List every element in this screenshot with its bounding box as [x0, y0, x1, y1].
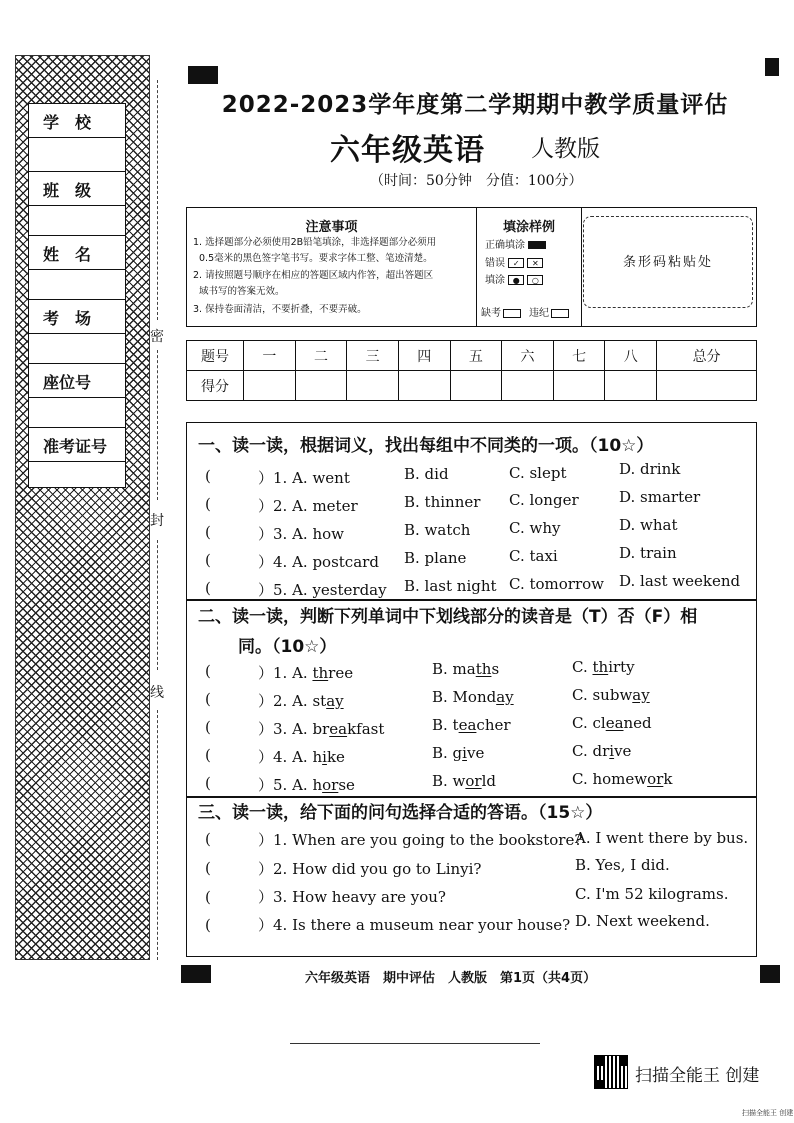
option-a: ）1. A. three — [258, 664, 354, 682]
row-label: 得分 — [187, 371, 244, 401]
name-label-row — [29, 236, 125, 270]
school-field[interactable] — [29, 138, 125, 172]
student-info-box — [28, 103, 126, 488]
question-text: ）1. When are you going to the bookstore? — [258, 831, 583, 849]
row-label: 题号 — [187, 341, 244, 371]
answer-paren[interactable]: ( — [205, 916, 211, 934]
notice-item: 3. 保持卷面清洁，不要折叠，不要弄破。 — [193, 304, 367, 315]
name-label: 姓 名 — [43, 245, 92, 264]
option-a: ）3. A. breakfast — [258, 720, 385, 738]
seal-mark: 线 — [150, 682, 164, 702]
barcode-area — [583, 216, 753, 308]
wrong-fill-label: 填涂 ● ○ — [485, 271, 543, 286]
column-header: 总分 — [657, 341, 757, 371]
section-2-heading: 二、读一读，判断下列单词中下划线部分的读音是（T）否（F）相 — [198, 607, 698, 627]
notice-item: 域书写的答案无效。 — [199, 286, 285, 297]
seat-field[interactable] — [29, 398, 125, 428]
exam-info: （时间：50分钟 分值：100分） — [370, 173, 583, 189]
answer-paren[interactable]: ( — [205, 859, 211, 877]
option-c: C. cleaned — [572, 714, 652, 732]
subject-title: 六年级英语 — [330, 133, 485, 168]
notice-instructions — [187, 208, 477, 326]
correct-label: 正确填涂 — [485, 236, 546, 251]
exam-title: 2022-2023学年度第二学期期中教学质量评估 — [221, 92, 729, 118]
notice-title: 注意事项 — [305, 220, 358, 235]
name-field[interactable] — [29, 270, 125, 300]
option-a: ）5. A. horse — [258, 776, 355, 794]
option-a: ）2. A. stay — [258, 692, 344, 710]
sample-title: 填涂样例 — [502, 220, 555, 235]
option-b: B. watch — [404, 521, 471, 539]
class-field[interactable] — [29, 206, 125, 236]
circle-box-icon: ○ — [527, 275, 543, 285]
option-b: B. did — [404, 465, 449, 483]
column-header: 六 — [502, 341, 554, 371]
question-stem: ）1. A. went — [258, 469, 350, 487]
class-label-row — [29, 172, 125, 206]
filled-box-icon — [528, 241, 546, 249]
answer-paren[interactable]: ( — [205, 467, 211, 485]
room-label-row — [29, 300, 125, 334]
answer-paren[interactable]: ( — [205, 830, 211, 848]
option-c: C. subway — [572, 686, 650, 704]
barcode-label: 条形码粘贴处 — [622, 255, 713, 270]
question-number-row — [187, 341, 757, 371]
edition-title: 人教版 — [531, 136, 600, 162]
question-text: ）2. How did you go to Linyi? — [258, 860, 482, 878]
answer-paren[interactable]: ( — [205, 579, 211, 597]
score-cell[interactable] — [657, 371, 757, 401]
school-label-row — [29, 104, 125, 138]
option-d: D. train — [619, 544, 677, 562]
cross-box-icon: ✕ — [527, 258, 543, 268]
option-d: D. last weekend — [619, 572, 741, 590]
score-cell[interactable] — [244, 371, 296, 401]
score-cell[interactable] — [398, 371, 450, 401]
wrong-label: 错误 ✓ ✕ — [485, 254, 543, 269]
footer-divider — [290, 1043, 540, 1044]
answer-paren[interactable]: ( — [205, 662, 211, 680]
option-c: C. drive — [572, 742, 632, 760]
option-c: C. taxi — [509, 547, 558, 565]
option-b: B. Monday — [432, 688, 514, 706]
option-b: B. world — [432, 772, 497, 790]
exam-id-label: 准考证号 — [43, 437, 108, 456]
fill-sample — [477, 208, 582, 326]
question-stem: ）2. A. meter — [258, 497, 358, 515]
score-table — [186, 340, 757, 401]
answer-paren[interactable]: ( — [205, 495, 211, 513]
seal-mark: 密 — [150, 326, 164, 346]
seat-label-row — [29, 364, 125, 398]
option-b: B. plane — [404, 549, 467, 567]
seal-line — [157, 540, 158, 670]
column-header: 一 — [244, 341, 296, 371]
answer-option: C. I'm 52 kilograms. — [575, 885, 729, 903]
question-stem: ）5. A. yesterday — [258, 581, 387, 599]
seal-line — [157, 80, 158, 320]
seat-label: 座位号 — [43, 373, 92, 392]
notice-item: 2. 请按照题号顺序在相应的答题区域内作答，超出答题区 — [193, 270, 434, 281]
option-c: C. thirty — [572, 658, 635, 676]
score-cell[interactable] — [502, 371, 554, 401]
question-text: ）4. Is there a museum near your house? — [258, 916, 571, 934]
school-label: 学 校 — [43, 113, 92, 132]
score-cell[interactable] — [347, 371, 399, 401]
option-b: B. thinner — [404, 493, 481, 511]
column-header: 二 — [295, 341, 347, 371]
option-d: D. what — [619, 516, 678, 534]
answer-paren[interactable]: ( — [205, 746, 211, 764]
check-box-icon: ✓ — [508, 258, 524, 268]
answer-paren[interactable]: ( — [205, 774, 211, 792]
option-d: D. drink — [619, 460, 681, 478]
option-b: B. maths — [432, 660, 500, 678]
score-cell[interactable] — [605, 371, 657, 401]
absent-box[interactable] — [503, 309, 521, 318]
exam-id-label-row — [29, 428, 125, 462]
column-header: 四 — [398, 341, 450, 371]
scanner-brand: 扫描全能王 创建 — [635, 1066, 760, 1086]
answer-paren[interactable]: ( — [205, 690, 211, 708]
answer-option: B. Yes, I did. — [575, 856, 670, 874]
violation-box[interactable] — [551, 309, 569, 318]
option-d: D. smarter — [619, 488, 701, 506]
section-2-heading-cont: 同。（10☆） — [238, 637, 337, 657]
page-footer: 六年级英语 期中评估 人教版 第1页（共4页） — [305, 971, 597, 986]
absent-violation: 缺考 违纪 — [481, 304, 569, 319]
section-3-heading: 三、读一读，给下面的问句选择合适的答语。（15☆） — [198, 803, 603, 823]
corner-mark-bottom-left — [181, 965, 211, 983]
notice-item: 0.5毫米的黑色签字笔书写。要求字体工整、笔迹清楚。 — [199, 253, 433, 264]
corner-mark-top-left — [188, 66, 218, 84]
score-cell[interactable] — [450, 371, 502, 401]
score-row — [187, 371, 757, 401]
seal-mark: 封 — [150, 510, 164, 530]
answer-paren[interactable]: ( — [205, 718, 211, 736]
answer-paren[interactable]: ( — [205, 888, 211, 906]
section-1-heading: 一、读一读，根据词义，找出每组中不同类的一项。（10☆） — [198, 436, 654, 456]
corner-mark-top-right — [765, 58, 779, 76]
answer-option: A. I went there by bus. — [575, 829, 749, 847]
seal-line — [157, 350, 158, 500]
question-text: ）3. How heavy are you? — [258, 888, 446, 906]
notice-box — [186, 207, 757, 327]
column-header: 八 — [605, 341, 657, 371]
option-b: B. give — [432, 744, 485, 762]
option-c: C. homework — [572, 770, 673, 788]
class-label: 班 级 — [43, 181, 92, 200]
room-label: 考 场 — [43, 309, 92, 328]
score-cell[interactable] — [295, 371, 347, 401]
answer-paren[interactable]: ( — [205, 523, 211, 541]
answer-paren[interactable]: ( — [205, 551, 211, 569]
option-b: B. last night — [404, 577, 497, 595]
option-c: C. longer — [509, 491, 579, 509]
option-a: ）4. A. hike — [258, 748, 345, 766]
scanner-brand-small: 扫描全能王 创建 — [742, 1109, 794, 1117]
qr-code-icon — [594, 1055, 628, 1089]
option-c: C. slept — [509, 464, 567, 482]
option-b: B. teacher — [432, 716, 511, 734]
option-c: C. tomorrow — [509, 575, 605, 593]
answer-option: D. Next weekend. — [575, 912, 710, 930]
score-cell[interactable] — [553, 371, 605, 401]
option-c: C. why — [509, 519, 561, 537]
column-header: 七 — [553, 341, 605, 371]
column-header: 五 — [450, 341, 502, 371]
notice-item: 1. 选择题部分必须使用2B铅笔填涂，非选择题部分必须用 — [193, 237, 437, 248]
seal-line — [157, 710, 158, 960]
question-stem: ）3. A. how — [258, 525, 344, 543]
question-stem: ）4. A. postcard — [258, 553, 379, 571]
dot-box-icon: ● — [508, 275, 524, 285]
column-header: 三 — [347, 341, 399, 371]
corner-mark-bottom-right — [760, 965, 780, 983]
room-field[interactable] — [29, 334, 125, 364]
